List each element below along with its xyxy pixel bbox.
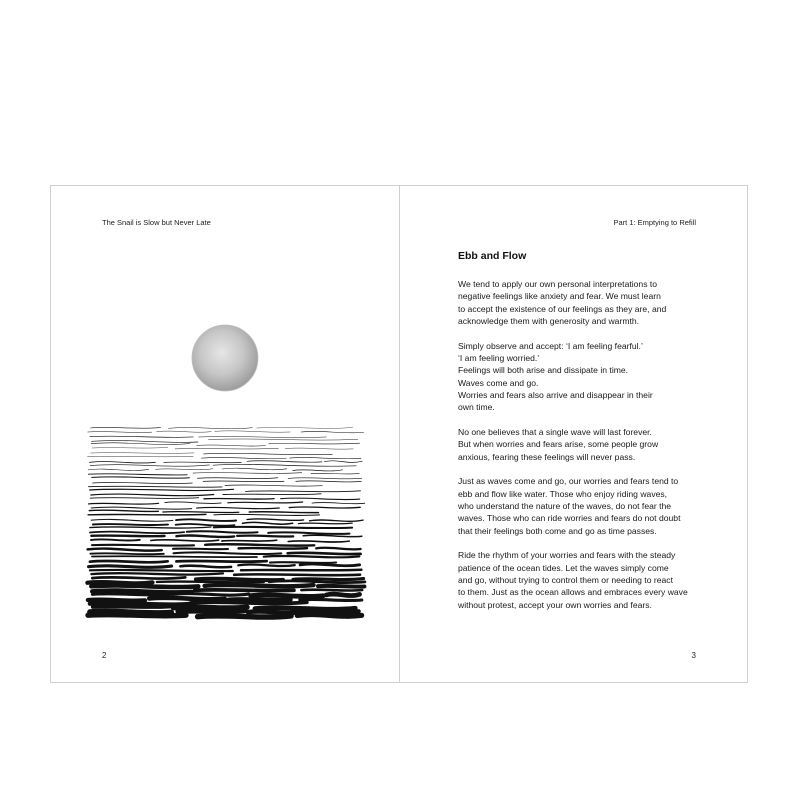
text-line: We tend to apply our own personal interpretations to (458, 279, 658, 289)
wave-stroke (311, 473, 359, 474)
wave-stroke (165, 502, 221, 504)
wave-stroke (149, 598, 225, 600)
wave-stroke (225, 485, 322, 486)
wave-stroke (92, 477, 190, 478)
wave-stroke (180, 566, 231, 568)
wave-stroke (92, 441, 198, 443)
wave-stroke (91, 539, 140, 540)
wave-stroke (215, 431, 291, 432)
wave-stroke (209, 439, 358, 440)
wave-stroke (312, 502, 365, 503)
wave-stroke (91, 519, 173, 521)
text-line: Ride the rhythm of your worries and fears with the steady (458, 550, 676, 561)
wave-stroke (288, 553, 361, 554)
wave-stroke (92, 545, 194, 546)
wave-stroke (93, 606, 171, 607)
wave-stroke (288, 541, 349, 542)
wave-stroke (316, 548, 360, 550)
wave-stroke (91, 494, 214, 496)
text-line: own time. (458, 402, 495, 413)
wave-stroke (247, 461, 322, 463)
text-line: Worries and fears also arrive and disappear in their (458, 389, 653, 400)
text-line: ebb and flow like water. Those who enjoy riding waves, (458, 488, 668, 499)
wave-stroke (90, 553, 163, 554)
wave-stroke (163, 512, 239, 513)
text-line: Waves come and go. (458, 377, 539, 388)
paragraph (458, 340, 708, 414)
text-line: negative feelings like anxiety and fear. We must learn (458, 291, 661, 302)
wave-stroke (89, 510, 158, 511)
text-line: who understand the nature of the waves, do not fear the (458, 500, 672, 511)
wave-stroke (157, 581, 264, 582)
wave-stroke (193, 473, 302, 474)
text-line: and go, without trying to control them or needing to react (458, 574, 673, 585)
wave-stroke (191, 602, 307, 603)
wave-stroke (301, 590, 362, 591)
paragraph (458, 278, 708, 327)
wave-stroke (88, 432, 152, 433)
paragraph (458, 475, 708, 536)
wave-stroke (257, 427, 353, 428)
wave-stroke (251, 595, 323, 597)
wave-stroke (293, 470, 343, 471)
wave-stroke (196, 579, 283, 581)
wave-stroke (245, 491, 360, 492)
wave-stroke (90, 532, 184, 534)
wave-stroke (90, 436, 194, 437)
text-line: anxious, fearing these feelings will never pass. (458, 451, 636, 462)
wave-stroke (326, 594, 360, 596)
left-page (51, 186, 400, 682)
wave-stroke (213, 464, 356, 466)
wave-stroke (203, 481, 284, 482)
wave-stroke (88, 514, 206, 515)
wave-stroke (205, 585, 314, 586)
wave-stroke (300, 564, 360, 566)
wave-stroke (303, 535, 362, 537)
wave-stroke (88, 600, 145, 601)
right-page (400, 186, 747, 682)
wave-stroke (214, 514, 320, 515)
text-line: to them. Just as the ocean allows and embraces every wave (458, 587, 688, 598)
wave-stroke (288, 478, 362, 479)
wave-stroke (90, 461, 156, 463)
wave-stroke (247, 519, 304, 521)
wave-stroke (91, 585, 198, 587)
wave-stroke (92, 556, 257, 557)
wave-stroke (238, 564, 294, 566)
wave-stroke (223, 494, 321, 495)
waves (87, 427, 365, 617)
wave-stroke (199, 436, 327, 437)
wave-stroke (195, 590, 294, 591)
wave-stroke (91, 507, 191, 509)
wave-stroke (172, 594, 249, 596)
wave-stroke (197, 445, 266, 446)
wave-stroke (151, 540, 219, 541)
wave-stroke (91, 443, 190, 445)
wave-stroke (156, 469, 213, 470)
wave-stroke (89, 503, 159, 504)
wave-stroke (204, 498, 274, 499)
wave-stroke (176, 524, 235, 526)
wave-stroke (198, 478, 278, 479)
paragraph (458, 426, 708, 463)
wave-stroke (90, 570, 233, 571)
wave-stroke (92, 577, 185, 578)
wave-stroke (174, 552, 282, 554)
wave-stroke (222, 468, 286, 470)
wave-stroke (91, 536, 164, 537)
wave-stroke (204, 453, 333, 454)
wave-stroke (89, 566, 172, 568)
wave-stroke (310, 520, 364, 521)
wave-stroke (243, 522, 293, 524)
text-line: No one believes that a single wave will last forever. (458, 426, 652, 437)
text-line: ‘I am feeling worried.’ (458, 352, 540, 363)
wave-stroke (281, 498, 360, 500)
wave-stroke (187, 531, 258, 533)
wave-stroke (290, 457, 361, 458)
wave-stroke (237, 536, 293, 537)
article-body (458, 278, 708, 611)
article (458, 250, 708, 623)
wave-stroke (90, 603, 188, 605)
wave-stroke (178, 611, 244, 612)
wave-stroke (91, 453, 194, 454)
wave-stroke (197, 507, 280, 508)
wave-stroke (249, 512, 318, 513)
wave-stroke (90, 465, 209, 466)
wave-stroke (269, 581, 365, 583)
wave-stroke (289, 507, 360, 508)
wave-stroke (293, 579, 364, 580)
wave-stroke (269, 443, 360, 444)
wave-stroke (91, 573, 223, 574)
wave-stroke (241, 570, 361, 571)
wave-stroke (88, 615, 186, 616)
wave-stroke (176, 519, 236, 521)
wave-stroke (205, 544, 314, 545)
wave-stroke (214, 527, 352, 528)
wave-stroke (175, 448, 278, 449)
wave-stroke (164, 462, 242, 463)
wave-stroke (90, 498, 199, 499)
text-line: that their feelings both come and go as time passes. (458, 525, 657, 536)
wave-stroke (90, 527, 211, 528)
wave-stroke (88, 549, 162, 551)
wave-stroke (198, 616, 292, 617)
text-line: waves. Those who can ride worries and fears do not doubt (458, 513, 681, 524)
wave-stroke (201, 457, 286, 458)
text-line: acknowledge them with generosity and warmth. (458, 315, 640, 326)
left-page-number: 2 (102, 651, 107, 660)
paragraph (458, 549, 708, 610)
wave-stroke (93, 482, 193, 483)
wave-stroke (222, 540, 277, 541)
wave-stroke (176, 535, 234, 537)
wave-stroke (248, 611, 300, 613)
text-line: to accept the existence of our feelings as they are, and (458, 303, 667, 314)
wave-stroke (296, 481, 362, 482)
wave-stroke (88, 474, 187, 475)
wave-stroke (174, 607, 248, 608)
wave-stroke (297, 615, 362, 617)
wave-stroke (285, 448, 353, 449)
wave-stroke (239, 548, 308, 549)
text-line: patience of the ocean tides. Let the waves simply come (458, 562, 669, 573)
wave-stroke (264, 556, 360, 557)
wave-stroke (268, 532, 349, 534)
wave-stroke (90, 561, 168, 562)
moon (192, 325, 258, 391)
wave-stroke (300, 599, 362, 600)
wave-stroke (90, 427, 160, 428)
wave-stroke (92, 447, 168, 448)
article-title: Ebb and Flow (458, 250, 527, 262)
wave-stroke (92, 594, 168, 595)
wave-stroke (93, 524, 168, 525)
wave-stroke (88, 469, 149, 470)
wave-stroke (89, 486, 223, 487)
text-line: Simply observe and accept: ‘I am feeling fearful.’ (458, 340, 643, 351)
right-page-number: 3 (691, 651, 696, 660)
wave-stroke (270, 562, 336, 563)
wave-stroke (88, 456, 194, 457)
book-spread (50, 185, 748, 683)
right-running-head: Part 1: Emptying to Refill (613, 218, 696, 227)
wave-stroke (234, 574, 360, 575)
text-line: Just as waves come and go, our worries and fears tend to (458, 476, 679, 487)
wave-stroke (324, 461, 362, 463)
wave-stroke (177, 561, 267, 562)
wave-stroke (87, 582, 152, 583)
wave-stroke (255, 608, 355, 609)
wave-stroke (318, 586, 364, 587)
wave-stroke (92, 591, 191, 593)
wave-stroke (169, 428, 253, 429)
wave-stroke (228, 600, 290, 601)
wave-stroke (157, 431, 212, 432)
wave-stroke (298, 523, 352, 524)
text-line: without protest, accept your own worries and fears. (458, 599, 652, 610)
moon-and-waves-illustration (81, 316, 371, 626)
wave-stroke (301, 431, 364, 433)
text-line: Feelings will both arise and dissipate in time. (458, 365, 629, 376)
wave-stroke (90, 489, 234, 490)
wave-stroke (228, 502, 303, 503)
left-running-head: The Snail is Slow but Never Late (102, 218, 211, 227)
wave-stroke (173, 549, 228, 550)
text-line: But when worries and fears arise, some people grow (458, 439, 659, 450)
